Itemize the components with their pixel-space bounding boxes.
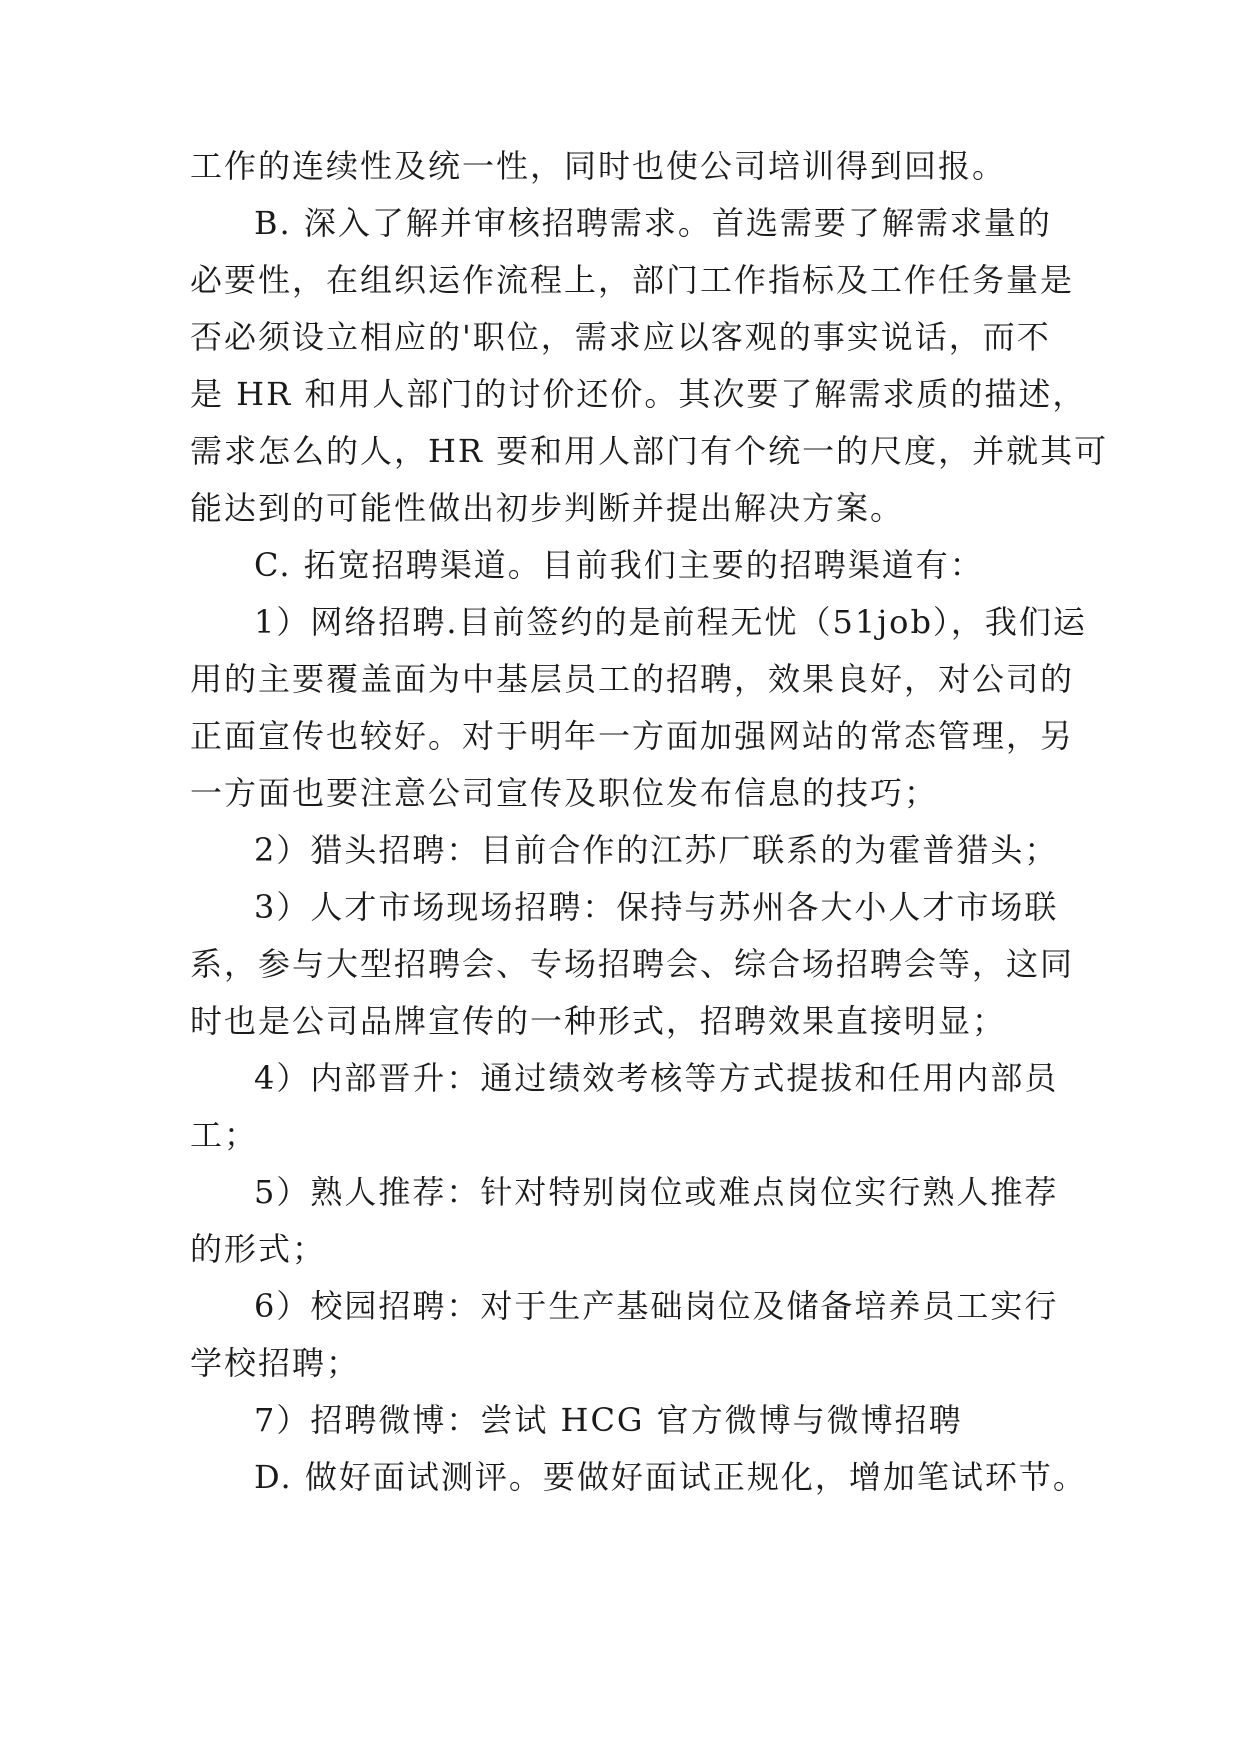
text-line: 1）网络招聘.目前签约的是前程无忧（51job），我们运	[254, 603, 1087, 641]
text-line: D. 做好面试测评。要做好面试正规化，增加笔试环节。	[254, 1458, 1087, 1496]
text-line: 必要性，在组织运作流程上，部门工作指标及工作任务量是	[190, 261, 1075, 299]
text-line: 系，参与大型招聘会、专场招聘会、综合场招聘会等，这同	[190, 945, 1075, 983]
text-line: 正面宣传也较好。对于明年一方面加强网站的常态管理，另	[190, 717, 1075, 755]
text-line: 时也是公司品牌宣传的一种形式，招聘效果直接明显；	[190, 1002, 1007, 1040]
text-line: 3）人才市场现场招聘：保持与苏州各大小人才市场联	[254, 888, 1059, 926]
text-line: 是 HR 和用人部门的讨价还价。其次要了解需求质的描述，	[190, 375, 1087, 413]
text-line: 一方面也要注意公司宣传及职位发布信息的技巧；	[190, 774, 939, 812]
text-line: 能达到的可能性做出初步判断并提出解决方案。	[190, 489, 905, 527]
text-line: C. 拓宽招聘渠道。目前我们主要的招聘渠道有：	[254, 546, 984, 584]
text-line: 工；	[190, 1116, 259, 1154]
text-line: B. 深入了解并审核招聘需求。首选需要了解需求量的	[254, 204, 1052, 242]
text-line: 7）招聘微博：尝试 HCG 官方微博与微博招聘	[254, 1401, 963, 1439]
text-line: 学校招聘；	[190, 1344, 361, 1382]
text-line: 用的主要覆盖面为中基层员工的招聘，效果良好，对公司的	[190, 660, 1075, 698]
text-line: 4）内部晋升：通过绩效考核等方式提拔和任用内部员	[254, 1059, 1059, 1097]
text-line: 否必须设立相应的'职位，需求应以客观的事实说话，而不	[190, 318, 1051, 356]
text-line: 5）熟人推荐：针对特别岗位或难点岗位实行熟人推荐	[254, 1173, 1059, 1211]
text-line: 工作的连续性及统一性，同时也使公司培训得到回报。	[190, 147, 1007, 185]
text-line: 需求怎么的人，HR 要和用人部门有个统一的尺度，并就其可	[190, 432, 1109, 470]
text-line: 2）猎头招聘：目前合作的江苏厂联系的为霍普猎头；	[254, 831, 1059, 869]
text-line: 的形式；	[190, 1230, 327, 1268]
text-line: 6）校园招聘：对于生产基础岗位及储备培养员工实行	[254, 1287, 1059, 1325]
